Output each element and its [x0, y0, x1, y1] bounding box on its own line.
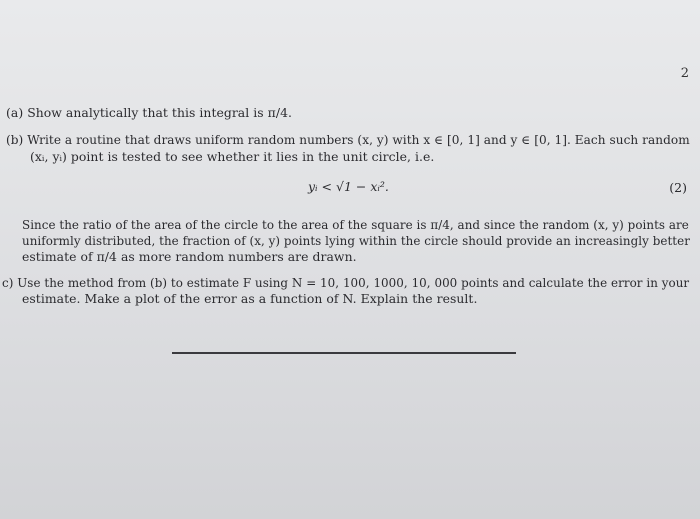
part-a-text: (a) Show analytically that this integral is π/4.: [6, 105, 292, 120]
equation-number: (2): [669, 180, 687, 195]
equation-2: yᵢ < √1 − xᵢ².: [308, 179, 389, 194]
part-c-text-line1: c) Use the method from (b) to estimate F using N = 10, 100, 1000, 10, 000 points and calculate the error in your: [2, 276, 690, 290]
part-b-paragraph-line2: uniformly distributed, the fraction of (x, y) points lying within the circle should provide an increasingly better: [22, 234, 690, 248]
part-b-text-line2: (xᵢ, yᵢ) point is tested to see whether it lies in the unit circle, i.e.: [30, 149, 435, 164]
horizontal-rule: [172, 352, 516, 354]
part-c-text-line2: estimate. Make a plot of the error as a function of N. Explain the result.: [22, 291, 478, 306]
part-b-paragraph-line3: estimate of π/4 as more random numbers are drawn.: [22, 249, 357, 264]
part-b-text-line1: (b) Write a routine that draws uniform random numbers (x, y) with x ∈ [0, 1] and y ∈ [0, 1]. Each such random: [6, 133, 690, 147]
part-b-paragraph-line1: Since the ratio of the area of the circle to the area of the square is π/4, and since the random (x, y) points are: [22, 218, 689, 232]
page-number: 2: [680, 66, 689, 81]
